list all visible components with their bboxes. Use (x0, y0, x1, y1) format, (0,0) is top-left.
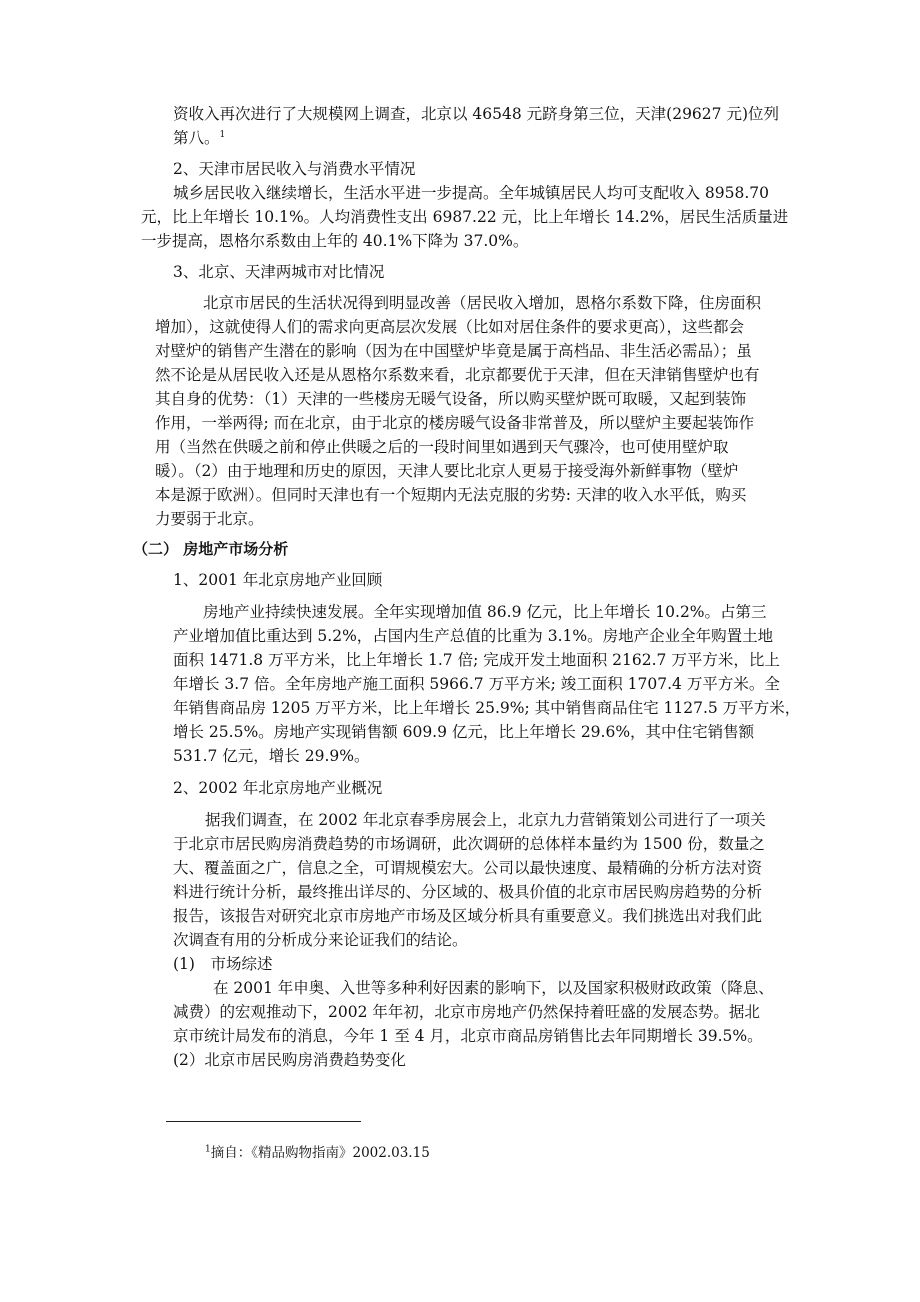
line-text: 大、覆盖面之广，信息之全，可谓规模宏大。公司以最快速度、最精确的分析方法对资 (173, 859, 763, 877)
section-heading (133, 537, 920, 561)
text-line (173, 880, 920, 904)
line-text: 1、2001 年北京房地产业回顾 (173, 571, 383, 589)
line-text: (1) 市场综述 (173, 955, 273, 973)
line-text: 年销售商品房 1205 万平方米，比上年增长 25.9%; 其中销售商品住宅 1127.5 万平方米， (173, 699, 801, 717)
line-text: 对壁炉的销售产生潜在的影响（因为在中国壁炉毕竟是属于高档品、非生活必需品）；虽 (155, 342, 752, 360)
line-text: 次调查有用的分析成分来论证我们的结论。 (173, 931, 468, 949)
line-text: 作用，一举两得; 而在北京，由于北京的楼房暖气设备非常普及，所以壁炉主要起装饰作 (155, 414, 755, 432)
line-text: 2、天津市居民收入与消费水平情况 (173, 160, 416, 178)
text-line (173, 1024, 920, 1048)
footnote-separator (166, 1121, 361, 1122)
text-line (155, 363, 920, 387)
footnote-text: 摘自：《精品购物指南》2002.03.15 (210, 1145, 430, 1161)
footnote-reference: 1 (219, 129, 226, 140)
line-text: (2）北京市居民购房消费趋势变化 (173, 1051, 406, 1069)
line-text: 于北京市居民购房消费趋势的市场调研，此次调研的总体样本量约为 1500 份，数量之 (173, 835, 765, 853)
text-line (173, 126, 920, 150)
text-line (173, 624, 920, 648)
text-line (173, 1048, 920, 1072)
text-line (173, 181, 920, 205)
line-text: 第八。 (173, 129, 220, 147)
text-line (141, 229, 920, 253)
line-text: 料进行统计分析，最终推出详尽的、分区域的、极具价值的北京市居民购房趋势的分析 (173, 883, 763, 901)
line-text: 本是源于欧洲）。但同时天津也有一个短期内无法克服的劣势: 天津的收入水平低，购买 (155, 486, 747, 504)
text-line (155, 507, 920, 531)
line-text: 531.7 亿元，增长 29.9%。 (173, 747, 370, 765)
text-line (173, 696, 920, 720)
line-text: （二） 房地产市场分析 (133, 540, 289, 558)
text-line (173, 720, 920, 744)
line-text: 产业增加值比重达到 5.2%，占国内生产总值的比重为 3.1%。房地产企业全年购置土地 (173, 627, 774, 645)
line-text: 然不论是从居民收入还是从恩格尔系数来看，北京都要优于天津，但在天津销售壁炉也有 (155, 366, 760, 384)
line-text: 北京市居民的生活状况得到明显改善（居民收入增加，恩格尔系数下降，住房面积 (203, 294, 762, 312)
text-line (173, 1000, 920, 1024)
line-text: 房地产业持续快速发展。全年实现增加值 86.9 亿元，比上年增长 10.2%。占第三 (203, 603, 767, 621)
text-line (173, 102, 920, 126)
line-text: 元，比上年增长 10.1%。人均消费性支出 6987.22 元，比上年增长 14.2%，居民生活质量进 (141, 208, 789, 226)
line-text: 京市统计局发布的消息，今年 1 至 4 月，北京市商品房销售比去年同期增长 39.5%。 (173, 1027, 763, 1045)
line-text: 2、2002 年北京房地产业概况 (173, 779, 383, 797)
line-text: 报告，该报告对研究北京市房地产市场及区域分析具有重要意义。我们挑选出对我们此 (173, 907, 763, 925)
line-text: 资收入再次进行了大规模网上调查，北京以 46548 元跻身第三位，天津(29627 元)位列 (173, 105, 779, 123)
text-line (205, 808, 920, 832)
footnote-mark: 1 (205, 1144, 211, 1155)
text-line (173, 952, 920, 976)
text-line (155, 483, 920, 507)
line-text: 面积 1471.8 万平方米，比上年增长 1.7 倍; 完成开发土地面积 2162.7 万平方米，比上 (173, 651, 780, 669)
text-line (203, 291, 920, 315)
line-text: 年增长 3.7 倍。全年房地产施工面积 5966.7 万平方米; 竣工面积 1707.4 万平方米。全 (173, 675, 780, 693)
text-line (173, 776, 920, 800)
text-line (155, 339, 920, 363)
text-line (173, 744, 920, 768)
line-text: 增长 25.5%。房地产实现销售额 609.9 亿元，比上年增长 29.6%，其中住宅销售额 (173, 723, 755, 741)
text-line (155, 435, 920, 459)
text-line (155, 315, 920, 339)
text-line (173, 157, 920, 181)
text-line (155, 459, 920, 483)
text-line (173, 904, 920, 928)
line-text: 用（当然在供暖之前和停止供暖之后的一段时间里如遇到天气骤冷，也可使用壁炉取 (155, 438, 729, 456)
line-text: 其自身的优势：（1）天津的一些楼房无暖气设备，所以购买壁炉既可取暖，又起到装饰 (155, 390, 747, 408)
line-text: 力要弱于北京。 (155, 510, 264, 528)
line-text: 在 2001 年申奥、入世等多种利好因素的影响下，以及国家积极财政政策（降息、 (213, 979, 774, 997)
text-line (155, 387, 920, 411)
text-line (141, 205, 920, 229)
line-text: 据我们调查，在 2002 年北京春季房展会上，北京九力营销策划公司进行了一项关 (205, 811, 766, 829)
text-line (155, 411, 920, 435)
text-line (203, 600, 920, 624)
text-line (173, 672, 920, 696)
text-line (173, 568, 920, 592)
text-line (173, 832, 920, 856)
line-text: 城乡居民收入继续增长，生活水平进一步提高。全年城镇居民人均可支配收入 8958.70 (173, 184, 770, 202)
text-line (173, 856, 920, 880)
text-line (173, 260, 920, 284)
line-text: 减费）的宏观推动下，2002 年年初，北京市房地产仍然保持着旺盛的发展态势。据北 (173, 1003, 760, 1021)
footnote (205, 1143, 430, 1163)
text-line (173, 928, 920, 952)
line-text: 一步提高，恩格尔系数由上年的 40.1%下降为 37.0%。 (141, 232, 529, 250)
line-text: 增加），这就使得人们的需求向更高层次发展（比如对居住条件的要求更高），这些都会 (155, 318, 745, 336)
text-line (213, 976, 920, 1000)
line-text: 3、北京、天津两城市对比情况 (173, 263, 385, 281)
line-text: 暖）。（2）由于地理和历史的原因，天津人要比北京人更易于接受海外新鲜事物（壁炉 (155, 462, 739, 480)
text-line (173, 648, 920, 672)
